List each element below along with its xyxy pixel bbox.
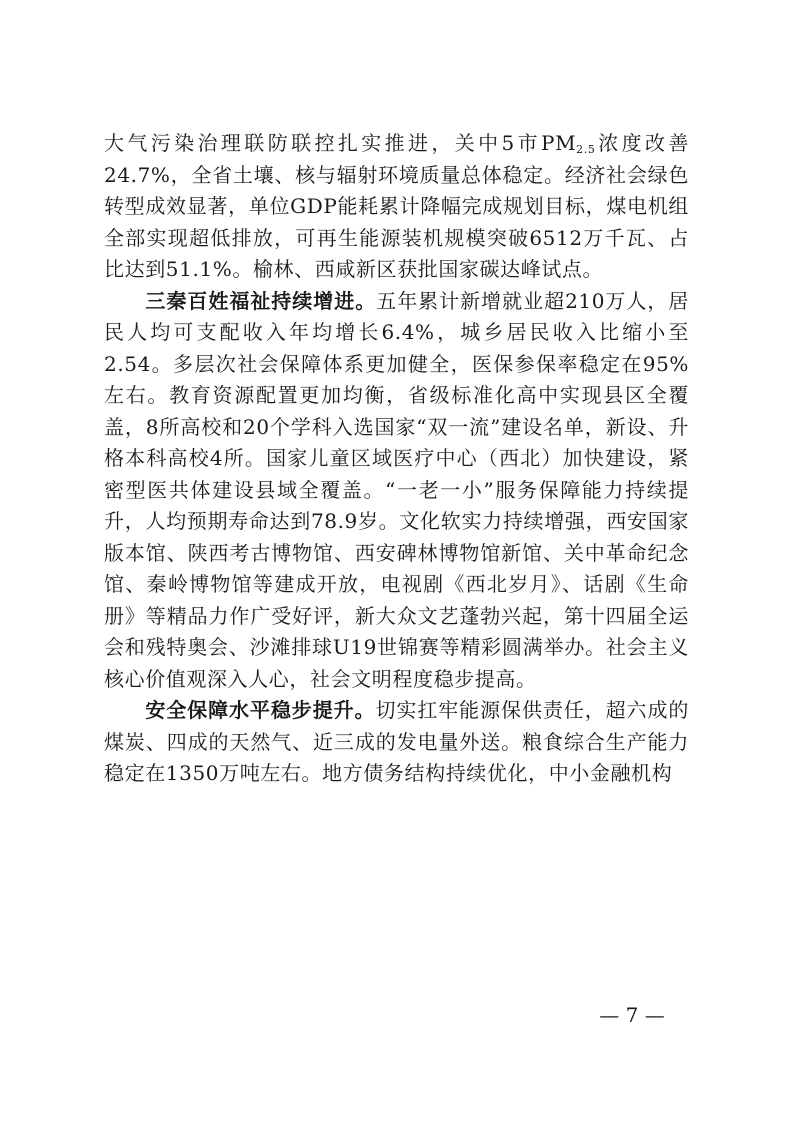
paragraph-lead: 安全保障水平稳步提升。: [145, 698, 376, 722]
paragraph-text: 切实扛牢能源保供责任，超六成的煤炭、四成的天然气、近三成的发电量外送。粮食综合生产能力稳定在1350万吨左右。地方债务结构持续优化，中小金融机构: [104, 698, 690, 785]
paragraph: [104, 695, 689, 790]
subscript: 2.5: [576, 143, 596, 156]
paragraph-text: 五年累计新增就业超210万人，居民人均可支配收入年均增长6.4%，城乡居民收入比缩小至2.54。多层次社会保障体系更加健全，医保参保率稳定在95%左右。教育资源配置更加均衡，省级标准化高中实现县区全覆盖，8所高校和20个学科入选国家“双一流”建设名单，新设、升格本科高校4所。国家儿童区域医疗中心（西北）加快建设，紧密型医共体建设县域全覆盖。“一老一小”服务保障能力持续提升，人均预期寿命达到78.9岁。文化软实力持续增强，西安国家版本馆、陕西考古博物馆、西安碑林博物馆新馆、关中革命纪念馆、秦岭博物馆等建成开放，电视剧《西北岁月》、话剧《生命册》等精品力作广受好评，新大众文艺蓬勃兴起，第十四届全运会和残特奥会、沙滩排球U19世锦赛等精彩圆满举办。社会主义核心价值观深入人心，社会文明程度稳步提高。: [104, 288, 689, 691]
paragraph-text: 浓度改善24.7%，全省土壤、核与辐射环境质量总体稳定。经济社会绿色转型成效显著，单位GDP能耗累计降幅完成规划目标，煤电机组全部实现超低排放，可再生能源装机规模突破6512万千瓦、占比达到51.1%。榆林、西咸新区获批国家碳达峰试点。: [104, 131, 689, 281]
document-body: [104, 128, 689, 790]
paragraph-lead: 三秦百姓福祉持续增进。: [145, 288, 377, 313]
page-number: — 7 —: [599, 1003, 665, 1027]
paragraph: [104, 128, 689, 286]
paragraph-text: 大气污染治理联防联控扎实推进，关中5市PM: [104, 131, 577, 155]
paragraph: [104, 286, 689, 696]
